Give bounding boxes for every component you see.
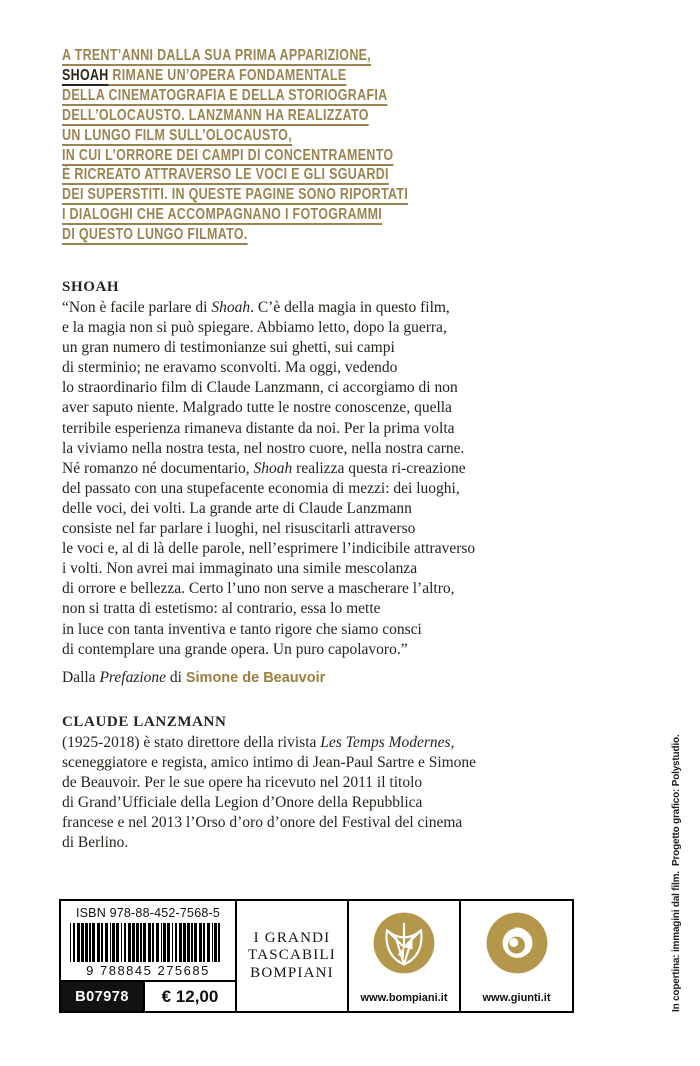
text-segment: lo straordinario film di Claude Lanzmann, ci accorgiamo di non [62, 379, 458, 397]
text-line [62, 539, 475, 559]
attribution-line [62, 668, 475, 688]
edition-code-badge: B07978 [61, 982, 143, 1011]
text-line [62, 499, 475, 519]
text-segment: Les Temps Modernes [320, 734, 451, 751]
isbn-barcode-panel [61, 901, 235, 1011]
synopsis-heading: SHOAH [62, 279, 120, 295]
author-bio-text [62, 733, 476, 854]
text-segment: di [166, 669, 186, 687]
text-segment: consiste nel far parlare i luoghi, nel risuscitarli attraverso [62, 520, 416, 538]
text-line [62, 559, 475, 579]
text-segment: non si tratta di estetismo: al contrario, essa lo mette [62, 600, 381, 618]
author-bio-section [62, 712, 476, 854]
text-segment: un gran numero di testimonianze sui ghetti, sui campi [62, 339, 395, 357]
text-line [62, 620, 475, 640]
text-line [62, 419, 475, 439]
text-line [62, 185, 408, 205]
tagline-banner [62, 46, 506, 245]
text-line [62, 753, 476, 773]
giunti-url: www.giunti.it [482, 992, 551, 1004]
text-segment: DELLA CINEMATOGRAFIA E DELLA STORIOGRAFIA [62, 86, 388, 104]
isbn-label: ISBN 978-88-452-7568-5 [75, 906, 221, 920]
text-segment: (1925-2018) è stato direttore della rivista [62, 734, 321, 751]
text-segment: Shoah [211, 299, 251, 316]
text-segment: di orrore e bellezza. Certo l’uno non serve a mascherare l’altro, [62, 580, 455, 598]
series-title [248, 930, 336, 983]
text-segment: francese e nel 2013 l’Orso d’oro d’onore del Festival del cinema [62, 814, 463, 832]
text-line [62, 66, 408, 86]
text-segment: A TRENT’ANNI DALLA SUA PRIMA APPARIZIONE, [62, 47, 372, 64]
text-line [62, 378, 475, 398]
colophon-strip [59, 899, 574, 1013]
giunti-panel [461, 901, 572, 1011]
text-segment: DEI SUPERSTITI. IN QUESTE PAGINE SONO RIPORTATI [62, 186, 409, 204]
text-line [62, 599, 475, 619]
text-segment: DELL’OLOCAUSTO. LANZMANN HA REALIZZATO [62, 106, 369, 124]
bompiani-tulip-icon [372, 911, 436, 975]
text-segment: le voci e, al di là delle parole, nell’esprimere l’indicibile attraverso [62, 540, 476, 558]
text-segment: I GRANDI [253, 929, 331, 946]
text-segment: di Berlino. [62, 834, 129, 852]
text-segment: in luce con tanta inventiva e tanto rigore che siamo consci [62, 620, 422, 638]
text-segment: UN LUNGO FILM SULL’OLOCAUSTO, [62, 126, 292, 144]
cover-credit-vertical-text: In copertina: immagini dal film. Progetto grafico: Polystudio. [671, 734, 682, 1012]
text-segment: BOMPIANI [250, 964, 334, 981]
synopsis-section [62, 277, 475, 688]
text-segment: Né romanzo né documentario, [62, 459, 254, 477]
text-segment: di contemplare una grande opera. Un puro capolavoro.” [62, 640, 408, 658]
text-segment: Prefazione [99, 669, 167, 687]
text-line [62, 833, 476, 853]
text-segment: delle voci, dei volti. La grande arte di Claude Lanzmann [62, 499, 412, 517]
text-line [62, 439, 475, 459]
text-segment: DI QUESTO LUNGO FILMATO. [62, 226, 248, 244]
text-line [62, 459, 475, 479]
text-segment: . C’è della magia in questo film, [250, 299, 450, 316]
text-line [62, 225, 408, 245]
text-segment: di Grand’Ufficiale della Legion d’Onore della Repubblica [62, 794, 423, 812]
text-segment: e la magia non si può spiegare. Abbiamo letto, dopo la guerra, [62, 319, 447, 337]
text-line [62, 358, 475, 378]
text-segment: TASCABILI [248, 947, 336, 964]
text-line [62, 86, 408, 106]
text-line [248, 965, 336, 983]
price-label: € 12,00 [143, 982, 235, 1011]
bompiani-url: www.bompiani.it [360, 992, 448, 1004]
text-line [62, 106, 408, 126]
text-segment: sceneggiatore e regista, amico intimo di Jean-Paul Sartre e Simone [62, 754, 477, 772]
ean-digits: 9 788845 275685 [86, 963, 210, 978]
text-line [62, 46, 408, 66]
text-line [62, 793, 476, 813]
text-line [62, 398, 475, 418]
text-segment: È RICREATO ATTRAVERSO LE VOCI E GLI SGUARDI [62, 166, 389, 184]
text-line [62, 205, 408, 225]
text-line [62, 640, 475, 660]
text-segment: RIMANE UN’OPERA FONDAMENTALE [108, 66, 347, 84]
text-segment: aver saputo niente. Malgrado tutte le nostre conoscenze, quella [62, 399, 452, 417]
text-segment: I DIALOGHI CHE ACCOMPAGNANO I FOTOGRAMMI [62, 206, 383, 224]
code-price-row [61, 980, 235, 1011]
text-line [62, 479, 475, 499]
text-segment: SHOAH [62, 66, 109, 84]
text-line [62, 773, 476, 793]
text-segment: di sterminio; ne eravamo sconvolti. Ma oggi, vedendo [62, 359, 398, 377]
text-segment: Simone de Beauvoir [185, 670, 326, 687]
text-line [248, 930, 336, 948]
text-segment: , [450, 734, 455, 751]
text-segment: Dalla [62, 669, 100, 687]
ean-barcode-icon [70, 923, 226, 962]
text-line [62, 813, 476, 833]
text-segment: la viviamo nella nostra testa, nel nostro cuore, nella nostra carne. [62, 439, 465, 457]
text-line [62, 579, 475, 599]
text-line [62, 126, 408, 146]
text-line [62, 338, 475, 358]
text-line [62, 165, 408, 185]
synopsis-quote [62, 298, 475, 660]
text-segment: terribile esperienza rimaneva distante da noi. Per la prima volta [62, 419, 455, 437]
text-line [62, 318, 475, 338]
giunti-logo-icon [485, 911, 549, 975]
text-segment: IN CUI L’ORRORE DEI CAMPI DI CONCENTRAMENTO [62, 146, 394, 164]
text-line [62, 146, 408, 166]
text-segment: i volti. Non avrei mai immaginato una simile mescolanza [62, 560, 418, 578]
text-segment: realizza questa ri-creazione [292, 459, 466, 477]
text-line [62, 733, 476, 753]
text-line [248, 947, 336, 965]
text-segment: de Beauvoir. Per le sue opere ha ricevuto nel 2011 il titolo [62, 774, 423, 792]
author-name-heading: CLAUDE LANZMANN [62, 714, 227, 730]
text-line [62, 519, 475, 539]
text-line [62, 298, 475, 318]
text-segment: Shoah [253, 459, 293, 477]
bompiani-panel [349, 901, 459, 1011]
series-panel [237, 901, 347, 1011]
text-segment: “Non è facile parlare di [62, 299, 212, 316]
text-segment: del passato con una stupefacente economia di mezzi: dei luoghi, [62, 479, 460, 497]
